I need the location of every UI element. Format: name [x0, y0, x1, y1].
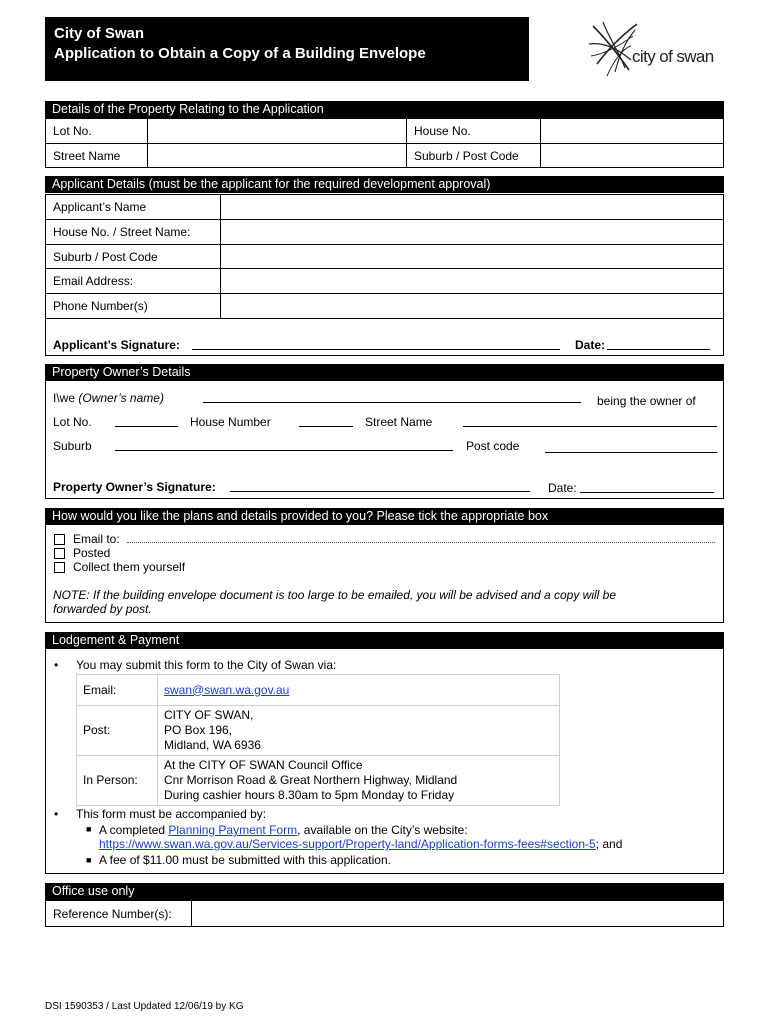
delivery-option-email[interactable]: Email to: [54, 532, 120, 546]
street-name-field[interactable] [148, 144, 407, 168]
bullet-icon: • [54, 807, 59, 821]
planning-payment-form-link[interactable]: Planning Payment Form [168, 823, 298, 837]
square-bullet-icon: ■ [86, 824, 92, 834]
house-no-label: House No. [407, 119, 541, 144]
owner-iwe-label: I\we (Owner’s name) [53, 391, 164, 405]
applicant-email-label: Email Address: [46, 269, 221, 294]
lodgement-email-label: Email: [77, 675, 158, 706]
owner-signature-label: Property Owner’s Signature: [53, 480, 216, 494]
lodgement-requirement-1-url: https://www.swan.wa.gov.au/Services-support/Property-land/Application-forms-fees#section-5; and [99, 837, 623, 851]
applicant-email-field[interactable] [221, 269, 724, 294]
delivery-note-line-2: forwarded by post. [53, 602, 152, 616]
property-section-heading: Details of the Property Relating to the Application [45, 101, 724, 118]
lodgement-section-heading: Lodgement & Payment [45, 632, 724, 649]
applicant-table [45, 194, 724, 319]
applicant-house-street-field[interactable] [221, 220, 724, 245]
title-block [45, 17, 529, 81]
lodgement-email-link[interactable]: swan@swan.wa.gov.au [164, 682, 290, 697]
lodgement-requirement-2: A fee of $11.00 must be submitted with this application. [99, 853, 391, 867]
applicant-date-label: Date: [575, 338, 606, 352]
applicant-phone-label: Phone Number(s) [46, 294, 221, 319]
lodgement-in-person-label: In Person: [77, 756, 158, 806]
owner-date-line[interactable] [580, 492, 714, 493]
applicant-phone-field[interactable] [221, 294, 724, 319]
posted-checkbox[interactable] [54, 548, 65, 559]
property-table [45, 118, 724, 168]
lodgement-methods-table [76, 674, 560, 806]
title-line-1: City of Swan [54, 25, 145, 42]
title-line-2: Application to Obtain a Copy of a Building Envelope [54, 45, 426, 62]
applicant-house-street-label: House No. / Street Name: [46, 220, 221, 245]
owner-postcode-line[interactable] [545, 452, 717, 453]
house-no-field[interactable] [541, 119, 724, 144]
lodgement-in-person-details: At the CITY OF SWAN Council Office Cnr Morrison Road & Great Northern Highway, Midland During cashier hours 8.30am to 5pm Monday to Friday [158, 756, 560, 806]
applicant-suburb-field[interactable] [221, 245, 724, 269]
logo-text: city of swan [632, 47, 714, 66]
being-owner-text: being the owner of [597, 394, 696, 408]
delivery-email-line[interactable] [127, 542, 715, 543]
office-section-heading: Office use only [45, 883, 724, 900]
owner-suburb-line[interactable] [115, 450, 453, 451]
owner-lot-line[interactable] [115, 426, 178, 427]
delivery-note-line-1: NOTE: If the building envelope document is too large to be emailed, you will be advised and a copy will be [53, 588, 616, 602]
owner-house-number-label: House Number [190, 415, 271, 429]
lodgement-requirement-1: A completed Planning Payment Form, available on the City’s website: [99, 823, 468, 837]
reference-number-field[interactable] [192, 901, 724, 927]
lodgement-post-label: Post: [77, 706, 158, 756]
owner-house-number-line[interactable] [299, 426, 353, 427]
applicant-signature-label: Applicant’s Signature: [53, 338, 180, 352]
delivery-option-posted[interactable]: Posted [54, 546, 110, 560]
owner-date-label: Date: [548, 481, 577, 495]
suburb-postcode-field[interactable] [541, 144, 724, 168]
applicant-suburb-label: Suburb / Post Code [46, 245, 221, 269]
street-name-label: Street Name [46, 144, 148, 168]
square-bullet-icon: ■ [86, 855, 92, 865]
forms-fees-url-link[interactable]: https://www.swan.wa.gov.au/Services-support/Property-land/Application-forms-fees#section-5 [99, 837, 596, 851]
document-footer: DSI 1590353 / Last Updated 12/06/19 by KG [45, 1001, 244, 1012]
office-table [45, 900, 724, 927]
owner-signature-line[interactable] [230, 491, 530, 492]
delivery-option-collect[interactable]: Collect them yourself [54, 560, 185, 574]
applicant-name-field[interactable] [221, 195, 724, 220]
applicant-name-label: Applicant’s Name [46, 195, 221, 220]
lot-no-field[interactable] [148, 119, 407, 144]
lodgement-post-address: CITY OF SWAN, PO Box 196, Midland, WA 6936 [158, 706, 560, 756]
owner-name-line[interactable] [203, 402, 581, 403]
owner-suburb-label: Suburb [53, 439, 92, 453]
suburb-postcode-label: Suburb / Post Code [407, 144, 541, 168]
lodgement-intro: You may submit this form to the City of Swan via: [76, 658, 337, 672]
applicant-section-heading: Applicant Details (must be the applicant for the required development approval) [45, 176, 724, 193]
owner-postcode-label: Post code [466, 439, 520, 453]
owner-street-name-line[interactable] [463, 426, 717, 427]
owner-lot-label: Lot No. [53, 415, 92, 429]
delivery-section-heading: How would you like the plans and details provided to you? Please tick the appropriate box [45, 508, 724, 525]
reference-number-label: Reference Number(s): [46, 901, 192, 927]
owner-section-heading: Property Owner’s Details [45, 364, 724, 381]
email-checkbox[interactable] [54, 534, 65, 545]
lot-no-label: Lot No. [46, 119, 148, 144]
bullet-icon: • [54, 658, 59, 672]
collect-checkbox[interactable] [54, 562, 65, 573]
applicant-date-line[interactable] [607, 349, 710, 350]
applicant-signature-line[interactable] [192, 349, 560, 350]
lodgement-accompany: This form must be accompanied by: [76, 807, 267, 821]
owner-street-name-label: Street Name [365, 415, 433, 429]
